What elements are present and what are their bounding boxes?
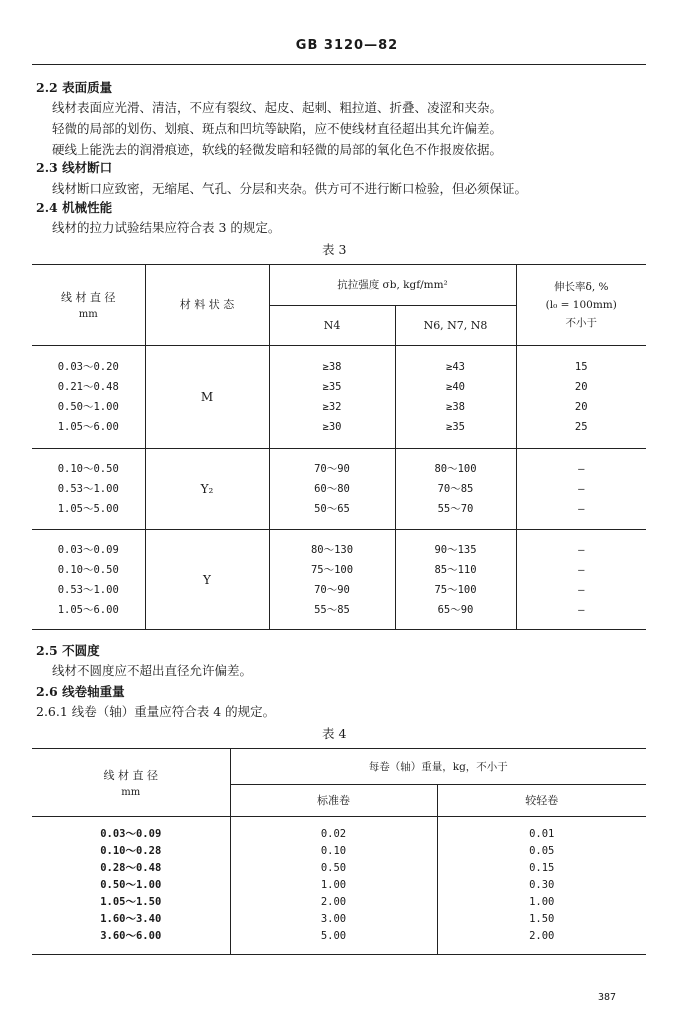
t4-row-3-standard: 0.50: [320, 862, 347, 874]
t3-y-row-2-diameter: 0.10～0.50: [57, 563, 119, 576]
t4-row-5-light: 1.00: [529, 896, 555, 908]
t3-group-y-state: Y: [145, 530, 269, 630]
t3-group-m-n6: [395, 346, 516, 449]
t4-row-4-light: 0.30: [529, 879, 555, 891]
section-2-2-line-3: 硬线上能洗去的润滑痕迹，软线的轻微发暗和轻微的局部的氧化色不作报废依据。: [52, 142, 503, 157]
t4-row-2-diameter: 0.10～0.28: [100, 845, 162, 857]
table-3-caption: 表 3: [322, 242, 347, 257]
t3-m-row-2-elongation: 20: [574, 381, 588, 393]
t3-m-row-4-diameter: 1.05～6.00: [57, 421, 119, 433]
t3-header-elongation: [516, 265, 646, 346]
t3-m-row-2-n4: ≥35: [322, 381, 342, 393]
t4-row-6-standard: 3.00: [320, 913, 347, 925]
t3-y2-row-1-n6: 80～100: [434, 463, 477, 475]
t4-header-standard: 标准卷: [230, 785, 437, 817]
t3-y2-row-2-elongation: —: [578, 483, 585, 495]
t3-y-row-4-n6: 65～90: [437, 603, 474, 616]
t3-y-row-1-diameter: 0.03～0.09: [57, 543, 119, 556]
t3-y-row-4-elongation: —: [578, 603, 585, 616]
t3-header-elongation-label: 伸长率δ, %: [554, 281, 609, 293]
t3-y2-row-2-n4: 60～80: [314, 483, 350, 495]
t4-row-3-light: 0.15: [529, 862, 555, 874]
t3-header-n4: N4: [269, 306, 395, 346]
standard-number-header: GB 3120—82: [295, 38, 399, 53]
t3-group-y2-diameters: [32, 449, 145, 530]
t3-y-row-2-n6: 85～110: [434, 563, 477, 576]
t4-header-diameter-label: 线 材 直 径: [103, 768, 158, 782]
t3-m-row-1-n6: ≥43: [446, 361, 465, 373]
t4-header-weight: 每卷（轴）重量，kg，不小于: [230, 749, 646, 785]
t4-row-1-standard: 0.02: [320, 828, 347, 840]
t4-light-weights: [437, 817, 646, 955]
t4-row-6-light: 1.50: [529, 913, 555, 925]
t3-y2-row-3-diameter: 1.05～5.00: [57, 503, 119, 515]
section-2-5-line-1: 线材不圆度应不超出直径允许偏差。: [52, 663, 253, 678]
t3-y-row-3-elongation: —: [578, 583, 585, 596]
t3-m-row-2-diameter: 0.21～0.48: [57, 381, 119, 393]
t3-header-diameter: [32, 265, 145, 346]
t3-group-y-n6: [395, 530, 516, 630]
t3-group-y2-elongation: [516, 449, 646, 530]
t4-row-7-light: 2.00: [529, 930, 555, 942]
t3-group-y2-n6: [395, 449, 516, 530]
t3-group-y-elongation: [516, 530, 646, 630]
t3-y-row-3-n4: 70～90: [314, 583, 350, 596]
t3-y2-row-1-n4: 70～90: [314, 463, 350, 475]
t4-row-6-diameter: 1.60～3.40: [100, 913, 162, 925]
t3-m-row-1-n4: ≥38: [322, 361, 342, 373]
t4-header-light: 较轻卷: [437, 785, 646, 817]
t3-y2-row-3-n6: 55～70: [437, 503, 474, 515]
t3-y2-row-1-diameter: 0.10～0.50: [57, 463, 119, 475]
section-2-4-title: 2.4 机械性能: [36, 200, 113, 215]
t3-m-row-3-n6: ≥38: [446, 401, 465, 413]
t3-y-row-3-diameter: 0.53～1.00: [57, 583, 119, 596]
t3-group-m-state: M: [145, 346, 269, 449]
t3-m-row-4-n4: ≥30: [322, 421, 342, 433]
t4-row-1-diameter: 0.03～0.09: [100, 828, 162, 840]
t3-m-row-1-elongation: 15: [574, 361, 588, 373]
t4-standard-weights: [230, 817, 437, 955]
t3-header-diameter-unit: mm: [78, 309, 98, 320]
t3-header-elongation-min: 不小于: [565, 317, 597, 329]
t3-y-row-2-n4: 75～100: [310, 563, 354, 576]
table-4-caption: 表 4: [322, 726, 347, 741]
t4-row-4-standard: 1.00: [320, 879, 347, 891]
section-2-6-1-text: 2.6.1 线卷（轴）重量应符合表 4 的规定。: [36, 704, 276, 719]
t3-header-state: 材 料 状 态: [145, 265, 269, 346]
t4-header-diameter-unit: mm: [121, 786, 141, 798]
t3-m-row-4-n6: ≥35: [446, 421, 465, 433]
t3-group-m-n4: [269, 346, 395, 449]
t3-header-diameter-label: 线 材 直 径: [61, 291, 116, 304]
t3-y-row-1-n6: 90～135: [434, 543, 477, 556]
page-number: 387: [598, 992, 617, 1003]
t3-m-row-3-elongation: 20: [574, 401, 588, 413]
section-2-3-line-1: 线材断口应致密，无缩尾、气孔、分层和夹杂。供方可不进行断口检验，但必须保证。: [52, 181, 528, 196]
section-2-2-title: 2.2 表面质量: [36, 80, 113, 95]
t3-header-n6-n7-n8: N6, N7, N8: [395, 306, 516, 346]
t4-row-2-light: 0.05: [529, 845, 555, 857]
t3-group-y2-state: Y₂: [145, 449, 269, 530]
section-2-3-title: 2.3 线材断口: [36, 160, 113, 175]
table-4: [32, 748, 646, 955]
t4-row-7-standard: 5.00: [320, 930, 347, 942]
t4-row-2-standard: 0.10: [320, 845, 347, 857]
t3-y2-row-1-elongation: —: [578, 463, 585, 475]
section-2-2-line-1: 线材表面应光滑、清洁，不应有裂纹、起皮、起刺、粗拉道、折叠、凌涩和夹杂。: [52, 100, 503, 115]
section-2-4-line-1: 线材的拉力试验结果应符合表 3 的规定。: [52, 220, 281, 235]
t3-y-row-2-elongation: —: [578, 563, 585, 576]
t3-m-row-2-n6: ≥40: [446, 381, 465, 393]
t4-row-1-light: 0.01: [529, 828, 555, 840]
t4-row-5-standard: 2.00: [320, 896, 347, 908]
t3-y-row-3-n6: 75～100: [434, 583, 477, 596]
t3-m-row-3-n4: ≥32: [322, 401, 342, 413]
t3-y2-row-2-diameter: 0.53～1.00: [57, 483, 119, 495]
t3-group-y-diameters: [32, 530, 145, 630]
t4-row-7-diameter: 3.60～6.00: [100, 930, 162, 942]
t3-header-tensile: 抗拉强度 σb, kgf/mm²: [269, 265, 516, 306]
t4-header-diameter: [32, 749, 230, 817]
section-2-6-title: 2.6 线卷轴重量: [36, 684, 125, 699]
t3-y2-row-3-elongation: —: [578, 503, 585, 515]
section-2-5-title: 2.5 不圆度: [36, 643, 100, 658]
t3-m-row-3-diameter: 0.50～1.00: [57, 401, 119, 413]
t3-y-row-1-elongation: —: [578, 543, 585, 556]
t3-header-elongation-l0: (l₀ = 100mm): [545, 299, 617, 311]
t3-group-m-elongation: [516, 346, 646, 449]
t4-row-3-diameter: 0.28～0.48: [100, 862, 162, 874]
section-2-2-line-2: 轻微的局部的划伤、划痕、斑点和凹坑等缺陷，应不使线材直径超出其允许偏差。: [52, 121, 503, 136]
t3-m-row-1-diameter: 0.03～0.20: [57, 361, 119, 373]
t3-m-row-4-elongation: 25: [574, 421, 588, 433]
t3-y-row-1-n4: 80～130: [310, 543, 354, 556]
table-3: [32, 264, 646, 630]
t3-group-m-diameters: [32, 346, 145, 449]
t4-diameters: [32, 817, 230, 955]
t3-group-y-n4: [269, 530, 395, 630]
header-rule: [32, 64, 646, 65]
t4-row-5-diameter: 1.05～1.50: [100, 896, 162, 908]
t4-row-4-diameter: 0.50～1.00: [100, 879, 162, 891]
t3-group-y2-n4: [269, 449, 395, 530]
t3-y-row-4-diameter: 1.05～6.00: [57, 603, 119, 616]
t3-y-row-4-n4: 55～85: [314, 603, 350, 616]
t3-y2-row-2-n6: 70～85: [437, 483, 474, 495]
t3-y2-row-3-n4: 50～65: [314, 503, 350, 515]
